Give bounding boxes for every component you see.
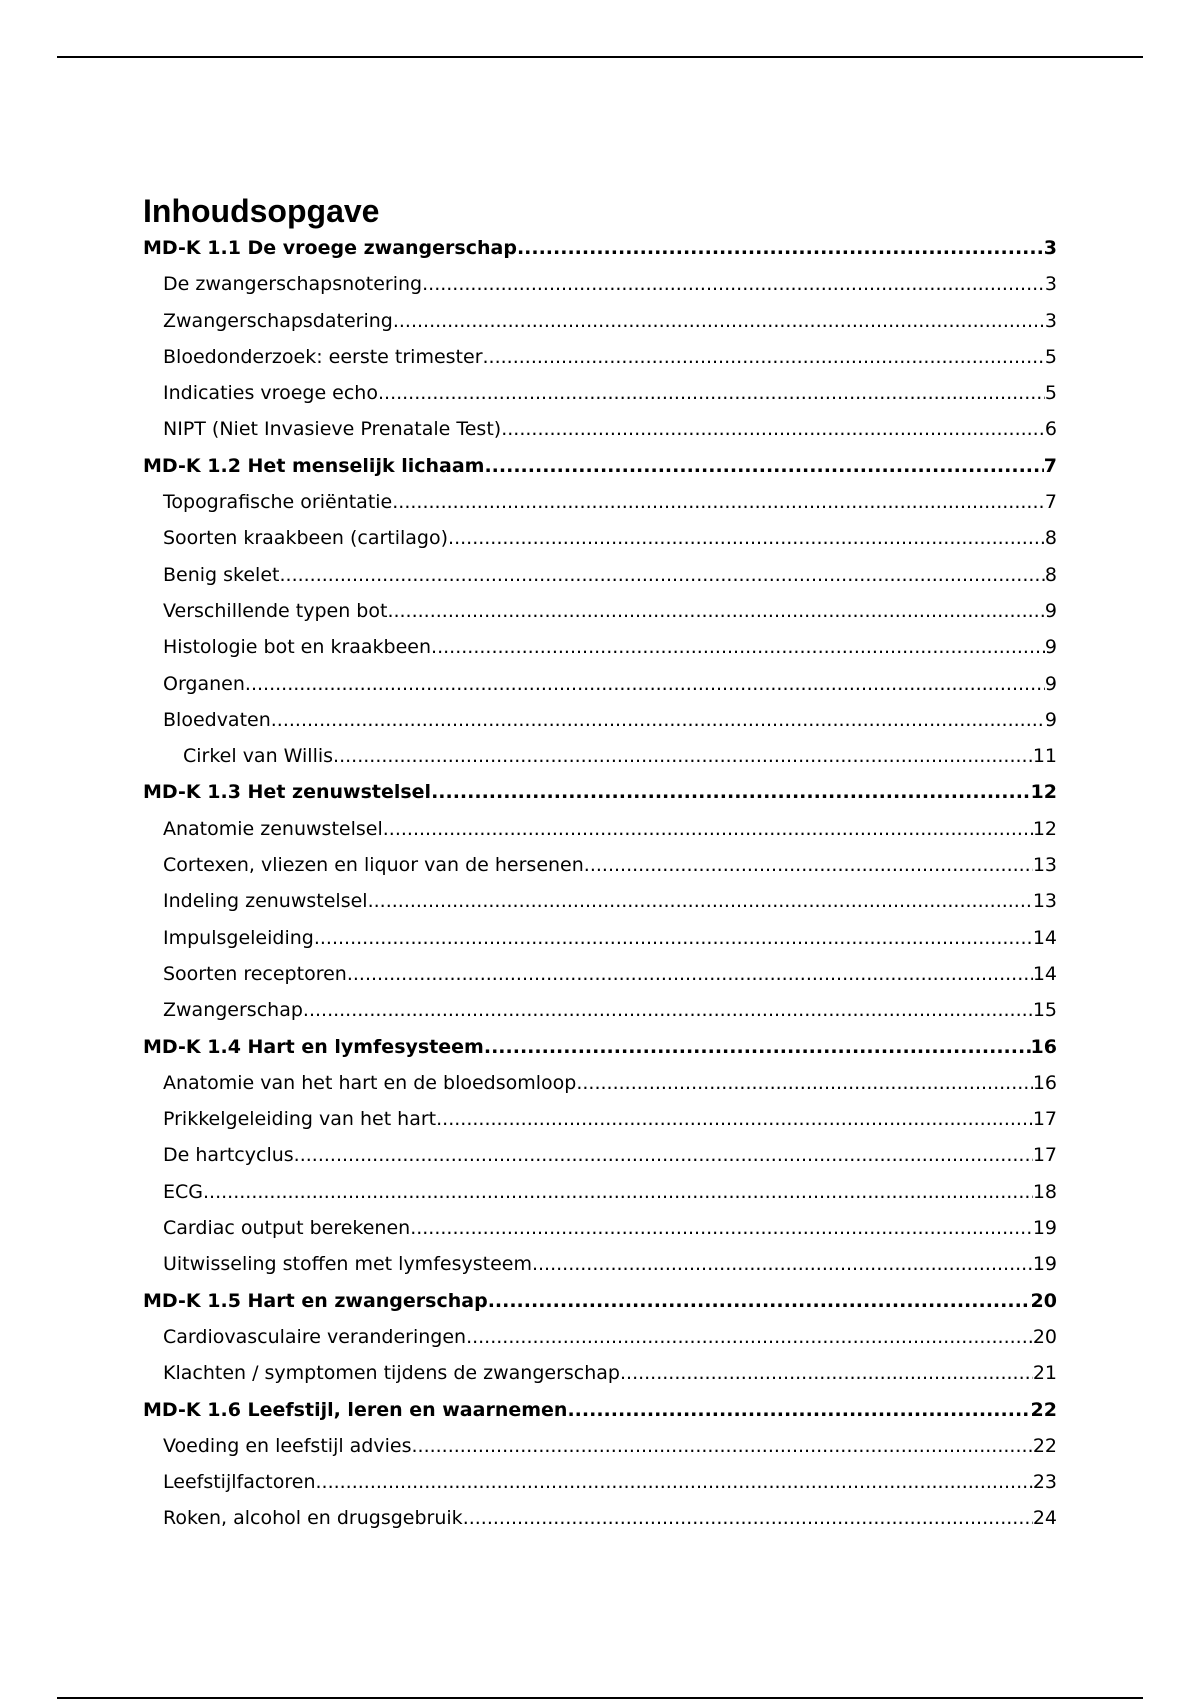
toc-page-number: 13 — [1032, 854, 1057, 877]
toc-entry-label: Impulsgeleiding — [163, 926, 314, 949]
toc-entry-label: Klachten / symptomen tijdens de zwangerschap — [163, 1362, 620, 1385]
table-of-contents — [143, 190, 1057, 1544]
toc-chapter-entry[interactable] — [143, 781, 1057, 817]
toc-entry-label: MD-K 1.6 Leefstijl, leren en waarnemen — [143, 1398, 568, 1421]
toc-dot-leader — [463, 1507, 1033, 1529]
toc-entry-label: Organen — [163, 672, 245, 695]
toc-dot-leader — [576, 1072, 1032, 1094]
toc-entry-label: MD-K 1.4 Hart en lymfesysteem — [143, 1035, 484, 1058]
toc-entry-label: De hartcyclus — [163, 1144, 294, 1167]
toc-dot-leader — [431, 636, 1045, 658]
toc-dot-leader — [448, 527, 1045, 549]
toc-section-entry[interactable] — [143, 1144, 1057, 1180]
toc-entry-label: Topografische oriëntatie — [163, 491, 393, 514]
toc-entry-label: Zwangerschapsdatering — [163, 309, 393, 332]
toc-page-number: 5 — [1044, 345, 1057, 368]
toc-chapter-entry[interactable] — [143, 237, 1057, 273]
toc-dot-leader — [431, 781, 1030, 803]
toc-section-entry[interactable] — [143, 1072, 1057, 1108]
toc-chapter-entry[interactable] — [143, 1290, 1057, 1326]
toc-section-entry[interactable] — [143, 1435, 1057, 1471]
toc-entry-label: Bloedonderzoek: eerste trimester — [163, 345, 483, 368]
toc-entry-label: Indeling zenuwstelsel — [163, 890, 368, 913]
toc-dot-leader — [411, 1435, 1032, 1457]
toc-page-number: 17 — [1032, 1144, 1057, 1167]
toc-dot-leader — [378, 382, 1045, 404]
toc-dot-leader — [271, 709, 1045, 731]
toc-section-entry[interactable] — [143, 709, 1057, 745]
toc-entry-label: Cardiovasculaire veranderingen — [163, 1325, 467, 1348]
toc-entry-label: Soorten receptoren — [163, 962, 347, 985]
toc-dot-leader — [303, 999, 1033, 1021]
toc-page-number: 9 — [1044, 599, 1057, 622]
toc-section-entry[interactable] — [143, 1108, 1057, 1144]
toc-entry-label: Roken, alcohol en drugsgebruik — [163, 1507, 463, 1530]
toc-section-entry[interactable] — [143, 527, 1057, 563]
toc-entry-label: Benig skelet — [163, 563, 280, 586]
toc-page-number: 14 — [1032, 926, 1057, 949]
toc-entry-label: MD-K 1.5 Hart en zwangerschap — [143, 1289, 488, 1312]
toc-entry-label: Prikkelgeleiding van het hart — [163, 1108, 437, 1131]
toc-entry-label: Bloedvaten — [163, 708, 271, 731]
toc-page-number: 20 — [1032, 1325, 1057, 1348]
toc-page-number: 13 — [1032, 890, 1057, 913]
toc-chapter-entry[interactable] — [143, 1036, 1057, 1072]
toc-page-number: 20 — [1030, 1289, 1057, 1312]
toc-section-entry[interactable] — [143, 600, 1057, 636]
toc-section-entry[interactable] — [143, 310, 1057, 346]
toc-section-entry[interactable] — [143, 818, 1057, 854]
toc-page-number: 9 — [1044, 636, 1057, 659]
toc-dot-leader — [392, 491, 1045, 513]
toc-entry-label: MD-K 1.2 Het menselijk lichaam — [143, 454, 485, 477]
toc-dot-leader — [333, 745, 1033, 767]
toc-dot-leader — [245, 673, 1045, 695]
toc-dot-leader — [203, 1181, 1033, 1203]
toc-section-entry[interactable] — [143, 382, 1057, 418]
toc-page-number: 16 — [1032, 1071, 1057, 1094]
toc-page-number: 9 — [1044, 708, 1057, 731]
toc-page-number: 11 — [1032, 745, 1057, 768]
toc-section-entry[interactable] — [143, 999, 1057, 1035]
toc-list — [143, 237, 1057, 1544]
toc-entry-label: Anatomie zenuwstelsel — [163, 817, 383, 840]
toc-page-number: 3 — [1044, 309, 1057, 332]
toc-dot-leader — [314, 927, 1033, 949]
footer-rule — [57, 1697, 1143, 1699]
toc-dot-leader — [368, 890, 1033, 912]
toc-entry-label: Histologie bot en kraakbeen — [163, 636, 432, 659]
toc-entry-label: Cirkel van Willis — [183, 745, 334, 768]
toc-section-entry[interactable] — [143, 1362, 1057, 1398]
toc-page-number: 21 — [1032, 1362, 1057, 1385]
toc-page-number: 19 — [1032, 1217, 1057, 1240]
toc-dot-leader — [279, 564, 1044, 586]
toc-section-entry[interactable] — [143, 1471, 1057, 1507]
toc-page-number: 12 — [1030, 781, 1057, 804]
toc-dot-leader — [294, 1144, 1033, 1166]
toc-page-number: 18 — [1032, 1180, 1057, 1203]
toc-entry-label: MD-K 1.3 Het zenuwstelsel — [143, 781, 432, 804]
toc-dot-leader — [387, 600, 1044, 622]
toc-section-entry[interactable] — [143, 1253, 1057, 1289]
toc-dot-leader — [466, 1326, 1033, 1348]
toc-section-entry[interactable] — [143, 564, 1057, 600]
toc-section-entry[interactable] — [143, 418, 1057, 454]
toc-section-entry[interactable] — [143, 1217, 1057, 1253]
toc-page-number: 19 — [1032, 1253, 1057, 1276]
toc-page-number: 3 — [1043, 237, 1057, 259]
toc-dot-leader — [584, 854, 1033, 876]
toc-section-entry[interactable] — [143, 346, 1057, 382]
toc-section-entry[interactable] — [143, 927, 1057, 963]
toc-section-entry[interactable] — [143, 273, 1057, 309]
toc-page-number: 23 — [1032, 1471, 1057, 1494]
toc-dot-leader — [532, 1253, 1033, 1275]
toc-dot-leader — [393, 310, 1045, 332]
toc-page-number: 24 — [1032, 1507, 1057, 1530]
toc-dot-leader — [483, 346, 1045, 368]
toc-dot-leader — [410, 1217, 1033, 1239]
toc-dot-leader — [315, 1471, 1032, 1493]
toc-page-number: 8 — [1044, 563, 1057, 586]
toc-entry-label: Cardiac output berekenen — [163, 1217, 411, 1240]
toc-section-entry[interactable] — [143, 890, 1057, 926]
toc-page-number: 7 — [1044, 491, 1057, 514]
toc-dot-leader — [501, 418, 1045, 440]
toc-entry-label: Voeding en leefstijl advies — [163, 1434, 412, 1457]
toc-entry-label: ECG — [163, 1180, 203, 1203]
toc-dot-leader — [436, 1108, 1033, 1130]
toc-page-number: 14 — [1032, 962, 1057, 985]
toc-dot-leader — [567, 1399, 1030, 1421]
toc-section-entry[interactable] — [143, 963, 1057, 999]
toc-entry-label: MD-K 1.1 De vroege zwangerschap — [143, 237, 517, 259]
toc-entry-label: Indicaties vroege echo — [163, 382, 378, 405]
toc-page-number: 3 — [1044, 273, 1057, 296]
header-rule — [57, 56, 1143, 58]
toc-page-number: 22 — [1032, 1434, 1057, 1457]
toc-entry-label: Uitwisseling stoffen met lymfesysteem — [163, 1253, 532, 1276]
toc-entry-label: Cortexen, vliezen en liquor van de hersenen — [163, 854, 584, 877]
toc-entry-label: Anatomie van het hart en de bloedsomloop — [163, 1071, 577, 1094]
toc-subsubsection-entry[interactable] — [143, 745, 1057, 781]
toc-dot-leader — [484, 1036, 1031, 1058]
toc-entry-label: Zwangerschap — [163, 999, 303, 1022]
toc-section-entry[interactable] — [143, 1507, 1057, 1543]
toc-dot-leader — [488, 1290, 1031, 1312]
toc-section-entry[interactable] — [143, 1181, 1057, 1217]
toc-page-number: 6 — [1044, 418, 1057, 441]
toc-page-number: 17 — [1032, 1108, 1057, 1131]
toc-section-entry[interactable] — [143, 673, 1057, 709]
toc-page-number: 5 — [1044, 382, 1057, 405]
toc-entry-label: De zwangerschapsnotering — [163, 273, 423, 296]
toc-section-entry[interactable] — [143, 491, 1057, 527]
toc-page-number: 7 — [1043, 454, 1057, 477]
toc-title: Inhoudsopgave — [143, 193, 380, 229]
toc-page-number: 12 — [1032, 817, 1057, 840]
toc-dot-leader — [484, 455, 1043, 477]
toc-dot-leader — [383, 818, 1033, 840]
toc-entry-label: Soorten kraakbeen (cartilago) — [163, 527, 449, 550]
toc-page-number: 22 — [1030, 1398, 1057, 1421]
toc-section-entry[interactable] — [143, 854, 1057, 890]
toc-dot-leader — [347, 963, 1033, 985]
toc-entry-label: Leefstijlfactoren — [163, 1471, 316, 1494]
toc-section-entry[interactable] — [143, 636, 1057, 672]
toc-dot-leader — [620, 1362, 1033, 1384]
toc-chapter-entry[interactable] — [143, 1399, 1057, 1435]
toc-section-entry[interactable] — [143, 1326, 1057, 1362]
toc-dot-leader — [517, 237, 1044, 259]
toc-page-number: 9 — [1044, 672, 1057, 695]
toc-dot-leader — [422, 273, 1045, 295]
toc-chapter-entry[interactable] — [143, 455, 1057, 491]
toc-page-number: 8 — [1044, 527, 1057, 550]
toc-page-number: 15 — [1032, 999, 1057, 1022]
toc-page-number: 16 — [1030, 1035, 1057, 1058]
toc-entry-label: Verschillende typen bot — [163, 599, 388, 622]
toc-entry-label: NIPT (Niet Invasieve Prenatale Test) — [163, 418, 502, 441]
